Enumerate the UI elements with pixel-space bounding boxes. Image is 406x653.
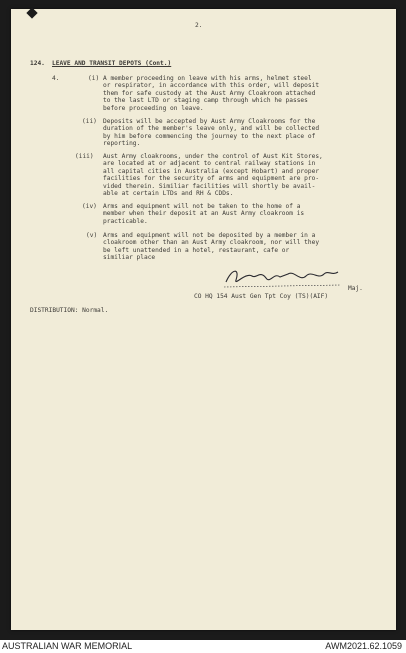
item-text-line: similiar place [103,254,156,262]
item-number: (i) [88,75,100,82]
page-number: 2. [195,22,203,29]
heading-number: 124. [30,60,45,67]
item-text-line: be left unattended in a hotel, restaurant, cafe or [103,246,290,254]
item-text-line: Deposits will be accepted by Aust Army Cloakrooms for the [103,118,316,125]
item-text-line: able at certain LTDs and RH & CDDs. [103,190,234,197]
item-text-line: duration of the member's leave only, and will be collected [103,125,320,133]
item-text-line: them for safe custody at the Aust Army Cloakroom attached [103,89,316,97]
item-number: (iii) [75,153,94,160]
item-text-line: Arms and equipment will not be taken to the home of a [103,203,301,210]
signature-title: CO HQ 154 Aust Gen Tpt Coy (TS)(AIF) [194,293,329,300]
item-text-line: to the last LTD or staging camp through which he passes [103,97,308,105]
item-text-line: A member proceeding on leave with his arms, helmet steel [103,75,312,82]
catalogue-id: AWM2021.62.1059 [325,641,402,651]
item-text-line: before proceeding on leave. [103,104,204,112]
item-text-line: facilities for the security of arms and equipment are pro- [103,175,320,183]
distribution-line: DISTRIBUTION: Normal. [30,307,109,314]
item-text-line: by him before commencing the journey to the next place of [103,132,316,140]
item-number: (v) [86,232,98,239]
item-text-line: Aust Army cloakrooms, under the control of Aust Kit Stores, [103,153,323,160]
item-text-line: or respirator, in accordance with this order, will deposit [103,82,320,90]
item-text-line: are located at or adjacent to central railway stations in [103,160,316,168]
item-text-line: member when their deposit at an Aust Army cloakroom is [103,210,305,218]
item-text-line: Arms and equipment will not be deposited by a member in a [103,232,316,239]
item-number: (ii) [82,118,97,125]
item-text-line: cloakroom other than an Aust Army cloakroom, nor will they [103,239,320,247]
signature-image [222,262,342,292]
caption-bar [0,640,406,653]
item-text-line: vided therein. Similiar facilities will shortly be avail- [103,182,316,190]
item-text-line: reporting. [103,140,141,148]
paragraph-number: 4. [52,75,60,82]
section-heading: LEAVE AND TRANSIT DEPOTS (Cont.) [52,60,172,67]
signature-rank: Maj. [348,285,363,292]
item-number: (iv) [82,203,97,210]
item-text-line: practicable. [103,217,148,225]
item-text-line: all capital cities in Australia (except Hobart) and proper [103,167,320,175]
archive-name: AUSTRALIAN WAR MEMORIAL [2,641,133,651]
